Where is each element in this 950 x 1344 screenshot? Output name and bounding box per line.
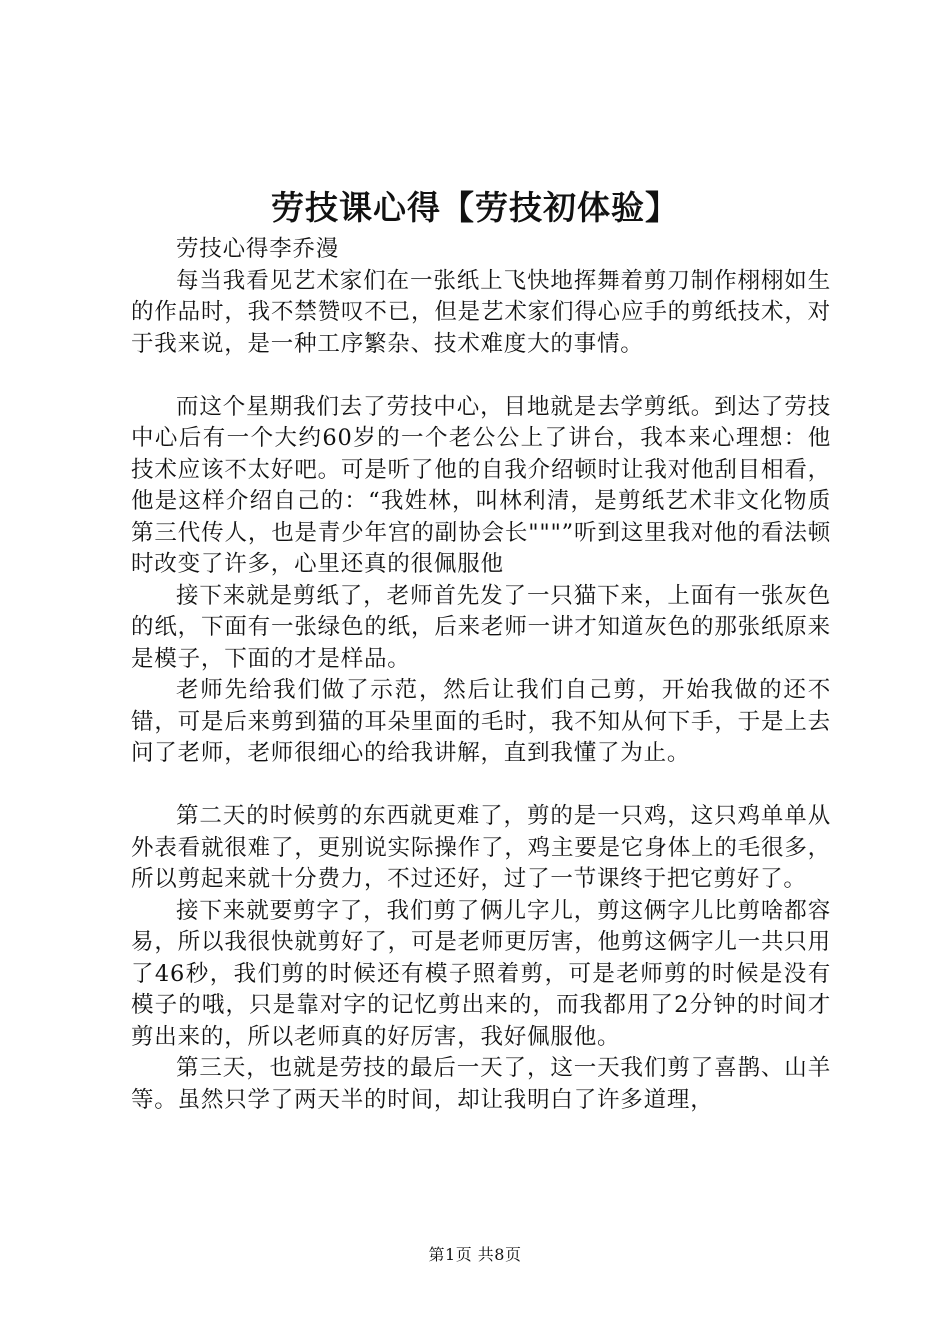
author-line: 劳技心得李乔漫: [176, 236, 340, 262]
paragraph: 第三天，也就是劳技的最后一天了，这一天我们剪了喜鹊、山羊等。虽然只学了两天半的时间，却让我明白了许多道理，: [131, 1055, 831, 1113]
paragraph: 第二天的时候剪的东西就更难了，剪的是一只鸡，这只鸡单单从外表看就很难了，更别说实际操作了，鸡主要是它身体上的毛很多，所以剪起来就十分费力，不过还好，过了一节课终于把它剪好了。: [131, 803, 831, 892]
page-number: 第1页 共8页: [428, 1245, 522, 1264]
paragraph: 老师先给我们做了示范，然后让我们自己剪，开始我做的还不错，可是后来剪到猫的耳朵里面的毛时，我不知从何下手，于是上去问了老师，老师很细心的给我讲解，直到我懂了为止。: [131, 677, 831, 766]
paragraph: 每当我看见艺术家们在一张纸上飞快地挥舞着剪刀制作栩栩如生的作品时，我不禁赞叹不已，但是艺术家们得心应手的剪纸技术，对于我来说，是一种工序繁杂、技术难度大的事情。: [131, 267, 831, 357]
document-title: 劳技课心得【劳技初体验】: [271, 188, 679, 227]
paragraph: 接下来就是剪纸了，老师首先发了一只猫下来，上面有一张灰色的纸，下面有一张绿色的纸，后来老师一讲才知道灰色的那张纸原来是模子，下面的才是样品。: [131, 582, 831, 672]
document-body: [131, 234, 831, 1116]
paragraph: 接下来就要剪字了，我们剪了俩儿字儿，剪这俩字儿比剪啥都容易，所以我很快就剪好了，可是老师更厉害，他剪这俩字儿一共只用了46秒，我们剪的时候还有模子照着剪，可是老师剪的时候是没有模子的哦，只是靠对字的记忆剪出来的，而我都用了2分钟的时间才剪出来的，所以老师真的好厉害，我好佩服他。: [131, 897, 831, 1050]
paragraph: 而这个星期我们去了劳技中心，目地就是去学剪纸。到达了劳技中心后有一个大约60岁的一个老公公上了讲台，我本来心理想：他技术应该不太好吧。可是听了他的自我介绍顿时让我对他刮目相看，他是这样介绍自己的：“我姓林，叫林利清，是剪纸艺术非文化物质第三代传人，也是青少年宫的副协会长"""”听到这里我对他的看法顿时改变了许多，心里还真的很佩服他: [131, 393, 831, 577]
